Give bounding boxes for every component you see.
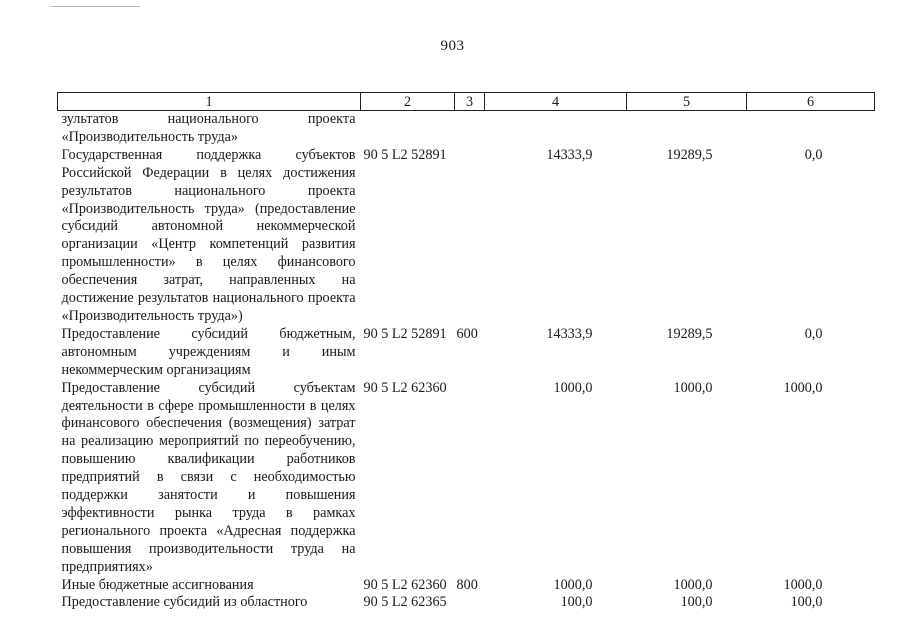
row-description: Иные бюджетные ассигнования (61, 576, 254, 593)
row-value-col5 (627, 111, 747, 147)
row-value-col4: 100,0 (560, 594, 593, 611)
row-code: 90 5 L2 62360 (363, 379, 447, 396)
row-code: 90 5 L2 52891 (363, 325, 447, 342)
row-value-col6: 0,0 (804, 146, 823, 163)
row-code: 90 5 L2 62365 (363, 594, 447, 611)
row-expense-type (455, 147, 485, 326)
col-header-6: 6 (747, 93, 875, 111)
row-expense-type: 600 (456, 325, 478, 342)
table-row (58, 594, 875, 612)
row-value-col5: 100,0 (680, 594, 713, 611)
col-header-5: 5 (627, 93, 747, 111)
row-value-col6: 0,0 (804, 325, 823, 342)
budget-table (57, 92, 875, 612)
row-value-col5: 19289,5 (666, 146, 713, 163)
row-value-col6: 1000,0 (783, 576, 823, 593)
row-value-col5: 1000,0 (673, 576, 713, 593)
col-header-2: 2 (361, 93, 455, 111)
row-expense-type (455, 380, 485, 577)
table-row (58, 380, 875, 577)
page-number: 903 (440, 38, 465, 54)
table-row (58, 326, 875, 380)
row-value-col4: 1000,0 (553, 576, 593, 593)
row-code: 90 5 L2 52891 (363, 146, 447, 163)
table-row (58, 577, 875, 595)
scan-edge-mark (50, 6, 140, 7)
row-description: зультатов национального проекта «Производительность труда» (61, 111, 356, 145)
table-row (58, 111, 875, 147)
row-value-col6: 100,0 (790, 594, 823, 611)
row-value-col4: 14333,9 (546, 146, 593, 163)
header-row (58, 93, 875, 111)
row-value-col4 (485, 111, 627, 147)
row-expense-type (455, 111, 485, 147)
col-header-1: 1 (58, 93, 361, 111)
row-value-col4: 1000,0 (553, 379, 593, 396)
row-value-col5: 19289,5 (666, 325, 713, 342)
col-header-3: 3 (455, 93, 485, 111)
row-description: Предоставление субсидий из областного (61, 594, 308, 611)
row-value-col6 (747, 111, 875, 147)
row-description: Предоставление субсидий бюджетным, автономным учреждениям и иным некоммерческим организациям (61, 325, 356, 378)
row-value-col6: 1000,0 (783, 379, 823, 396)
col-header-4: 4 (485, 93, 627, 111)
row-value-col5: 1000,0 (673, 379, 713, 396)
row-value-col4: 14333,9 (546, 325, 593, 342)
table-row (58, 147, 875, 326)
row-code (361, 111, 455, 147)
row-expense-type (455, 594, 485, 612)
row-description: Государственная поддержка субъектов Российской Федерации в целях достижения результатов национального проекта «Производительность труда» (предоставление субсидий автономной некоммерческой организации «Центр компетенций развития промышленности» в целях финансового обеспечения затрат, направленных на достижение результатов национального проекта «Производительность труда») (61, 146, 356, 324)
row-expense-type: 800 (456, 576, 478, 593)
row-code: 90 5 L2 62360 (363, 576, 447, 593)
row-description: Предоставление субсидий субъектам деятельности в сфере промышленности в целях финансового обеспечения (возмещения) затрат на реализацию мероприятий по переобучению, повышению квалификации работников предприятий в связи с необходимостью поддержки занятости и повышения эффективности рынка труда в рамках регионального проекта «Адресная поддержка повышения производительности труда на предприятиях» (61, 379, 356, 575)
